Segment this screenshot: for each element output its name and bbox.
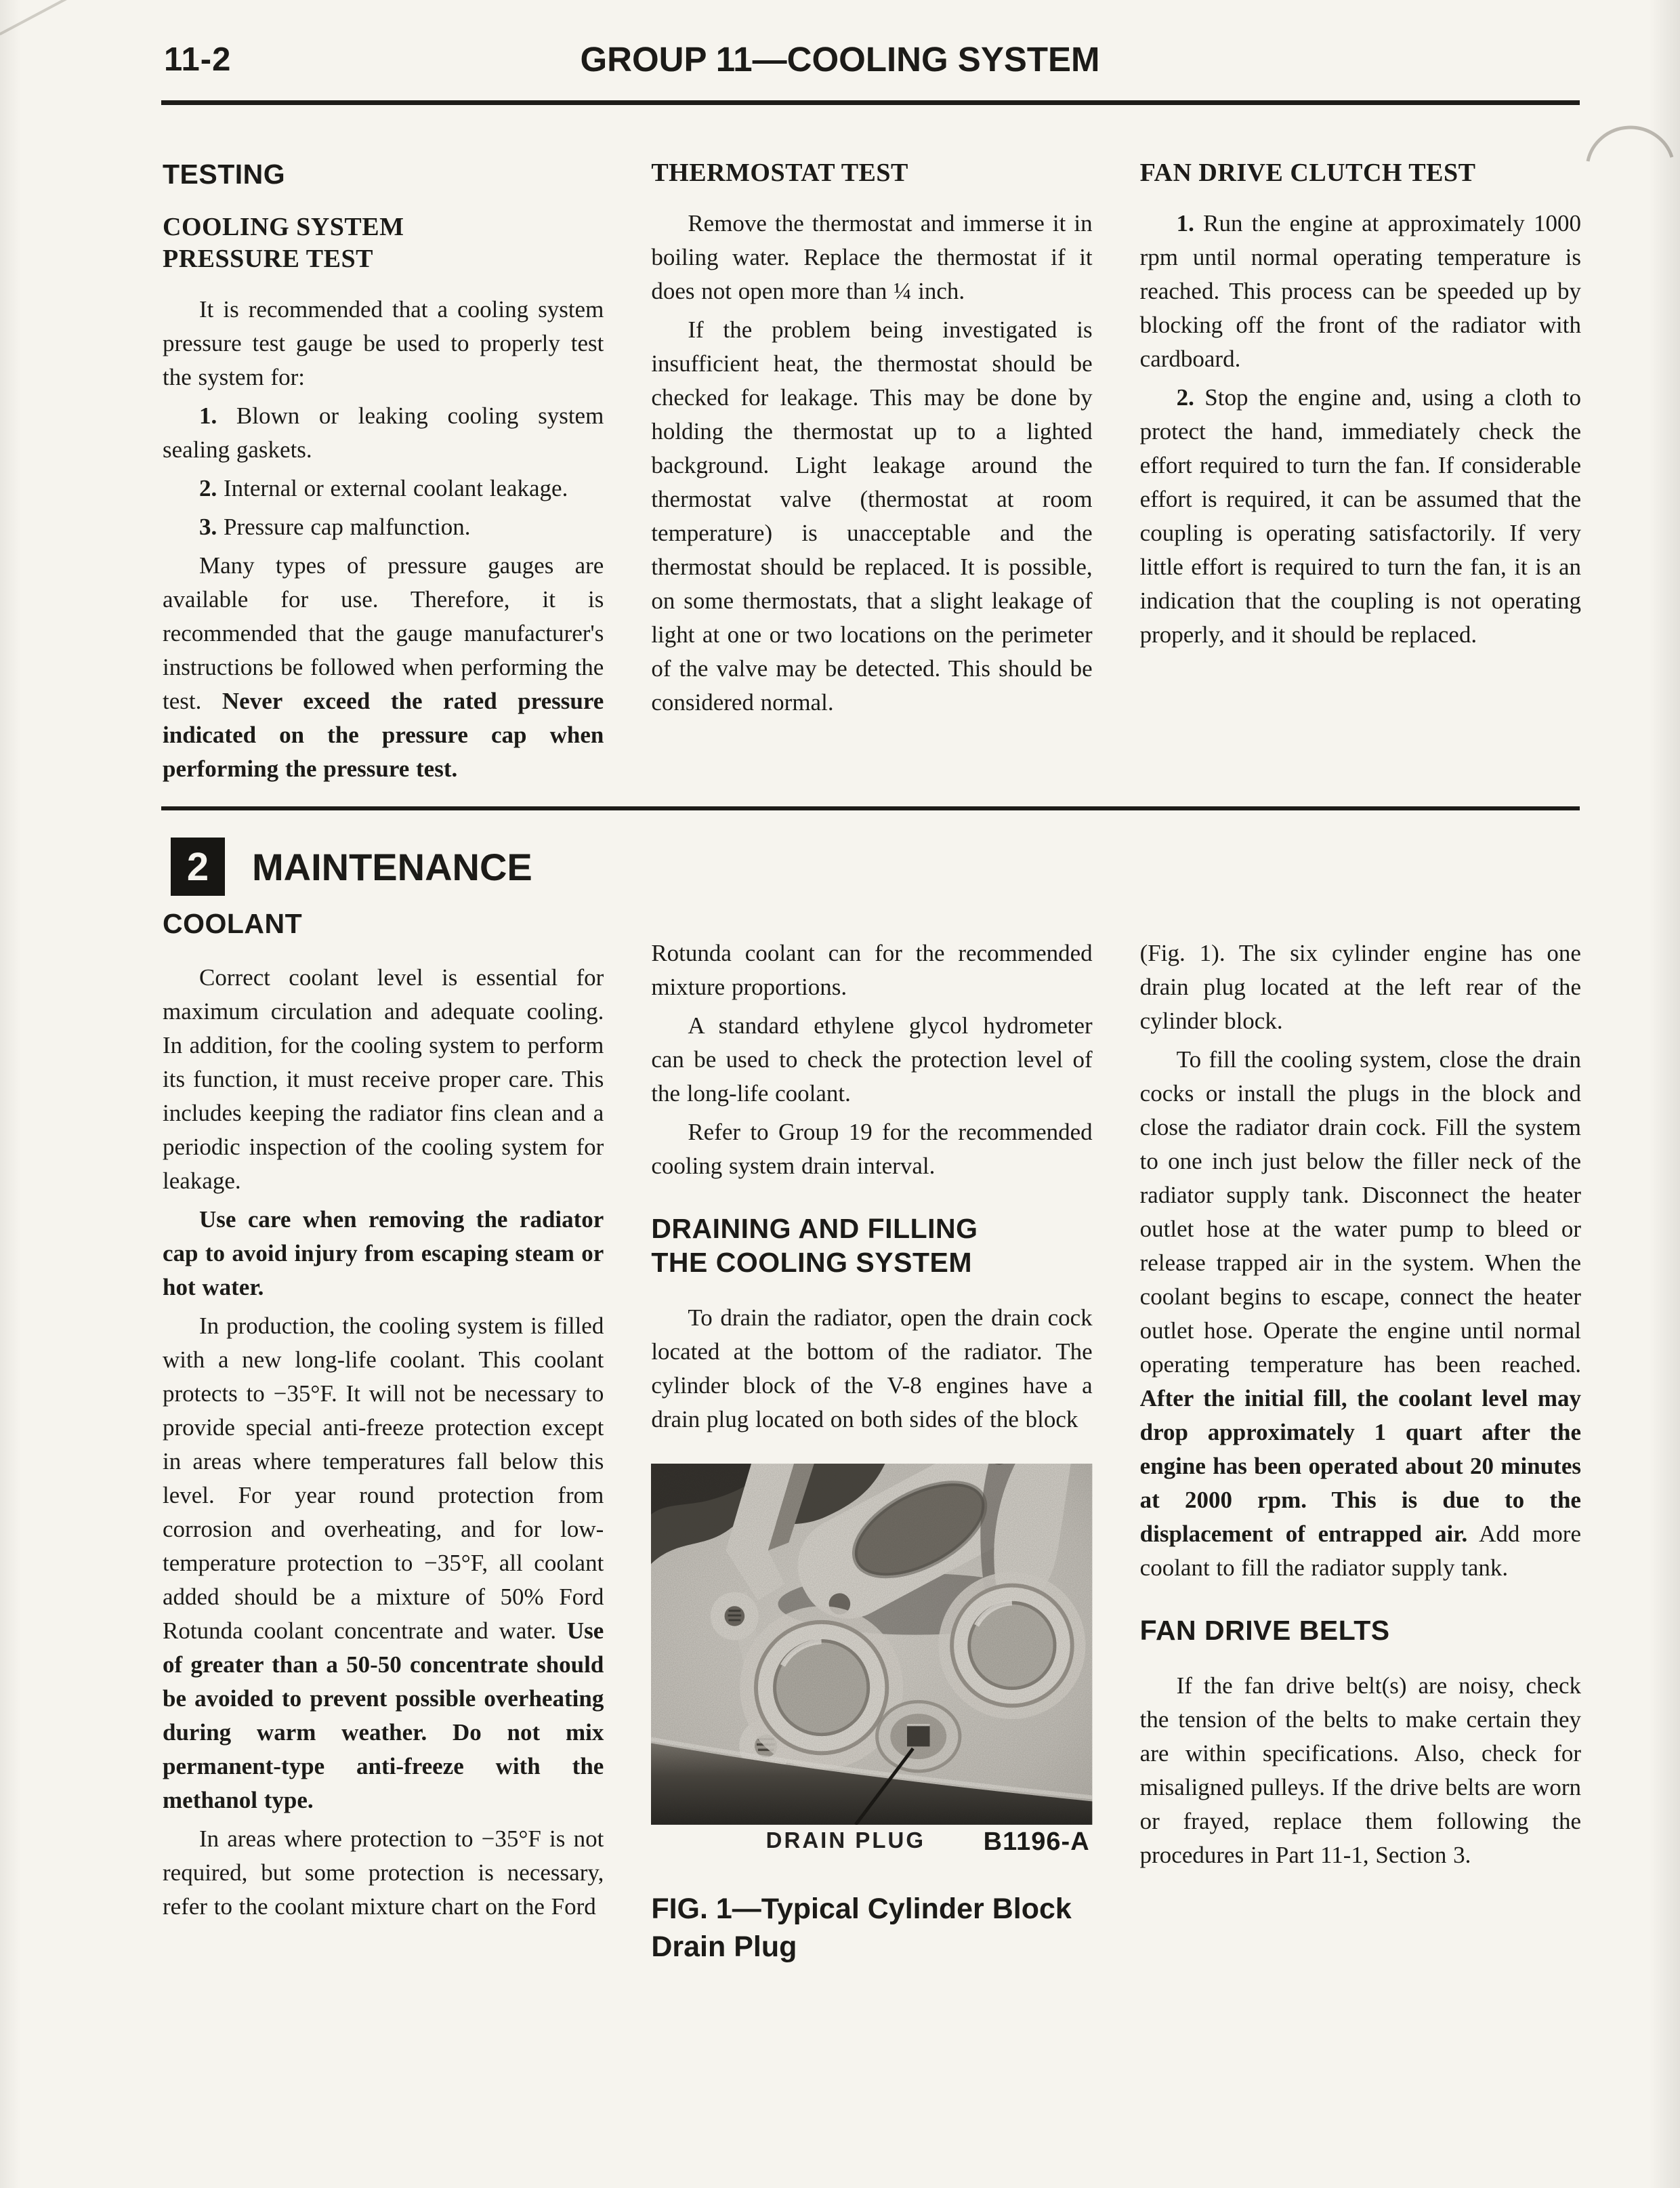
list-item: 2. Stop the engine and, using a cloth to protect the hand, immediately check the effort required to turn the fan. If considerable effort is required, it can be assumed that the coupling is operating satisfactorily. If very little effort is required to turn the fan, it is an indication that the coupling is not operating properly, and it should be replaced. (1139, 384, 1581, 648)
page-number: 11-2 (164, 41, 232, 78)
pressure-test-heading (163, 211, 604, 275)
drain-plug-label: DRAIN PLUG (765, 1827, 926, 1853)
testing-section (163, 157, 1581, 791)
section-divider-rule (161, 806, 1580, 810)
maintenance-column-middle (651, 907, 1092, 1966)
draining-filling-heading-line2: THE COOLING SYSTEM (651, 1247, 973, 1278)
header-rule (161, 100, 1580, 105)
figure-1 (651, 1464, 1092, 1966)
paragraph: If the problem being investigated is insufficient heat, the thermostat should be checked for leakage. This may be done by holding the thermostat up to a lighted background. Light leakage around the thermostat valve (thermostat at room temperature) is unacceptable and the thermostat should be replaced. It is possible, on some thermostats, that a slight leakage of light at one or two locations on the perimeter of the valve may be detected. This should be considered normal. (651, 316, 1093, 716)
list-item: 2. Internal or external coolant leakage. (199, 475, 568, 501)
testing-column-middle (651, 157, 1092, 791)
testing-column-right (1140, 157, 1581, 791)
cylinder-block-photo (651, 1464, 1092, 1825)
section-title: MAINTENANCE (252, 845, 532, 888)
maintenance-column-right (1140, 907, 1581, 1966)
maintenance-column-left (163, 907, 604, 1966)
testing-heading: TESTING (163, 159, 286, 190)
figure-caption-line1: FIG. 1—Typical Cylinder Block (651, 1892, 1072, 1925)
maintenance-section (163, 907, 1581, 1966)
list-item: 1. Run the engine at approximately 1000 rpm until normal operating temperature is reached. This process can be speeded up by blocking off the front of the radiator with cardboard. (1139, 210, 1581, 372)
page-title: GROUP 11—COOLING SYSTEM (580, 40, 1100, 79)
thermostat-test-heading: THERMOSTAT TEST (651, 159, 908, 187)
paragraph: To drain the radiator, open the drain cock located at the bottom of the radiator. The cylinder block of the V-8 engines have a drain plug located on both sides of the block (651, 1304, 1093, 1432)
paragraph: (Fig. 1). The six cylinder engine has one drain plug located at the left rear of the cylinder block. (1139, 940, 1581, 1034)
maintenance-section-header (171, 838, 532, 896)
paragraph: Refer to Group 19 for the recommended cooling system drain interval. (651, 1119, 1093, 1179)
fan-drive-belts-heading: FAN DRIVE BELTS (1139, 1615, 1390, 1646)
paragraph: Use care when removing the radiator cap to avoid injury from escaping steam or hot water. (163, 1206, 604, 1300)
paragraph: Remove the thermostat and immerse it in boiling water. Replace the thermostat if it does not open more than ¼ inch. (651, 210, 1093, 304)
scan-edge-shadow-right (1649, 0, 1680, 2188)
section-number-badge: 2 (171, 838, 225, 896)
figure-caption-line2: Drain Plug (651, 1930, 797, 1963)
figure-code: B1196-A (983, 1827, 1090, 1856)
paragraph: Many types of pressure gauges are available for use. Therefore, it is recommended that the gauge manufacturer's instructions be followed when performing the test. Never exceed the rated pressure indicated on the pressure cap when performing the pressure test. (163, 552, 604, 782)
coolant-heading: COOLANT (163, 908, 303, 939)
testing-column-left (163, 157, 604, 791)
pressure-test-heading-line1: COOLING SYSTEM (163, 213, 404, 241)
paragraph: If the fan drive belt(s) are noisy, check the tension of the belts to make certain they are within specifications. Also, check for misaligned pulleys. If the drive belts are worn or frayed, replace them following the procedures in Part 11-1, Section 3. (1139, 1672, 1581, 1868)
pressure-test-heading-line2: PRESSURE TEST (163, 245, 373, 273)
paragraph: To fill the cooling system, close the drain cocks or install the plugs in the block and close the radiator drain cock. Fill the system to one inch just below the filler neck of the radiator supply tank. Disconnect the heater outlet hose at the water pump to bleed or release trapped air in the system. When the coolant begins to escape, connect the heater outlet hose. Operate the engine until normal operating temperature has been reached. After the initial fill, the coolant level may drop approximately 1 quart after the engine has been operated about 20 minutes at 2000 rpm. This is due to the displacement of entrapped air. Add more coolant to fill the radiator supply tank. (1139, 1046, 1581, 1581)
paragraph: Correct coolant level is essential for maximum circulation and adequate cooling. In addition, for the cooling system to perform its function, it must receive proper care. This includes keeping the radiator fins clean and a periodic inspection of the cooling system for leakage. (163, 964, 604, 1194)
figure-caption (651, 1890, 1092, 1966)
figure-label-row (651, 1828, 1092, 1863)
scan-edge-shadow-left (0, 0, 20, 2188)
fan-drive-clutch-test-heading: FAN DRIVE CLUTCH TEST (1139, 159, 1476, 187)
list-item: 1. Blown or leaking cooling system sealing gaskets. (163, 402, 604, 463)
paragraph: Rotunda coolant can for the recommended mixture proportions. (651, 940, 1093, 1000)
draining-filling-heading-line1: DRAINING AND FILLING (651, 1213, 978, 1244)
paragraph: It is recommended that a cooling system pressure test gauge be used to properly test the system for: (163, 296, 604, 390)
paragraph: A standard ethylene glycol hydrometer can be used to check the protection level of the long-life coolant. (651, 1012, 1093, 1107)
paragraph: In areas where protection to −35°F is not required, but some protection is necessary, refer to the coolant mixture chart on the Ford (163, 1825, 604, 1920)
draining-filling-heading (651, 1212, 1092, 1279)
list-item: 3. Pressure cap malfunction. (199, 514, 471, 540)
paragraph: In production, the cooling system is filled with a new long-life coolant. This coolant protects to −35°F. It will not be necessary to provide special anti-freeze protection except in areas where temperatures fall below this level. For year round protection from corrosion and overheating, and for low-temperature protection to −35°F, all coolant added should be a mixture of 50% Ford Rotunda coolant concentrate and water. Use of greater than a 50-50 concentrate should be avoided to prevent possible overheating during warm weather. Do not mix permanent-type anti-freeze with the methanol type. (163, 1313, 604, 1813)
